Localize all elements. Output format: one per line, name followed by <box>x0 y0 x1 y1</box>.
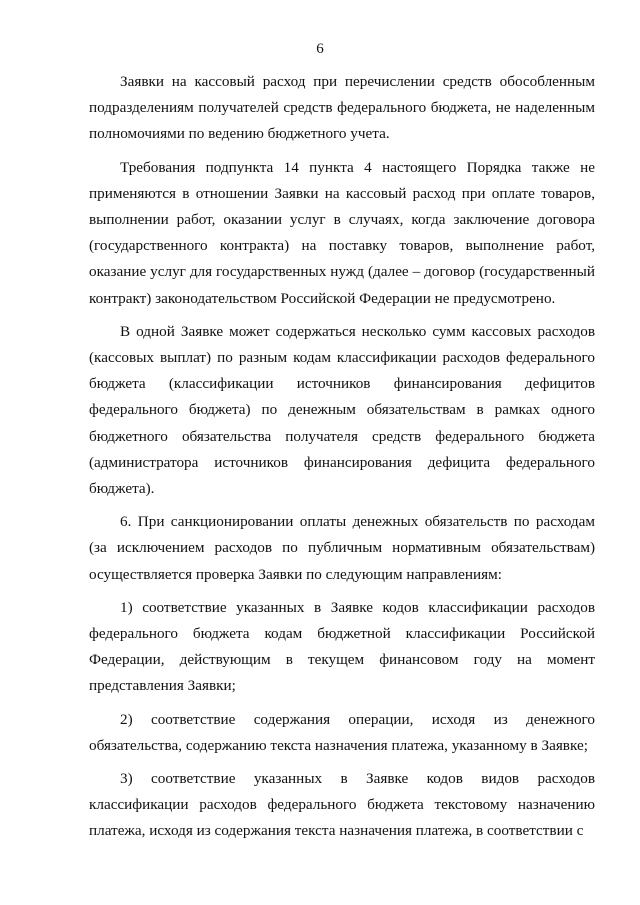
paragraph-requirements: Требования подпункта 14 пункта 4 настоящего Порядка также не применяются в отношении Заявки на кассовый расход при оплате товаров, выполнении работ, оказании услуг в случаях, когда заключение договора (государственного контракта) на поставку товаров, выполнение работ, оказание услуг для государственных нужд (далее – договор (государственный контракт) законодательством Российской Федерации не предусмотрено. <box>89 158 595 307</box>
document-body <box>89 69 595 852</box>
paragraph-item-1: 1) соответствие указанных в Заявке кодов классификации расходов федерального бюджета кодам бюджетной классификации Российской Федерации, действующим в текущем финансовом году на момент представления Заявки; <box>89 598 595 695</box>
paragraph-section-6: 6. При санкционировании оплаты денежных обязательств по расходам (за исключением расходов по публичным нормативным обязательствам) осуществляется проверка Заявки по следующим направлениям: <box>89 513 595 583</box>
paragraph-separate-units: Заявки на кассовый расход при перечислении средств обособленным подразделениям получателей средств федерального бюджета, не наделенным полномочиями по ведению бюджетного учета. <box>89 73 595 143</box>
page-number: 6 <box>316 41 324 57</box>
paragraph-item-3: 3) соответствие указанных в Заявке кодов видов расходов классификации расходов федерального бюджета текстовому назначению платежа, исходя из содержания текста назначения платежа, в соответствии с <box>89 770 595 840</box>
paragraph-item-2: 2) соответствие содержания операции, исходя из денежного обязательства, содержанию текста назначения платежа, указанному в Заявке; <box>89 710 595 754</box>
paragraph-multiple-sums: В одной Заявке может содержаться несколько сумм кассовых расходов (кассовых выплат) по разным кодам классификации расходов федерального бюджета (классификации источников финансирования дефицитов федерального бюджета) по денежным обязательствам в рамках одного бюджетного обязательства получателя средств федерального бюджета (администратора источников финансирования дефицита федерального бюджета). <box>89 322 595 498</box>
